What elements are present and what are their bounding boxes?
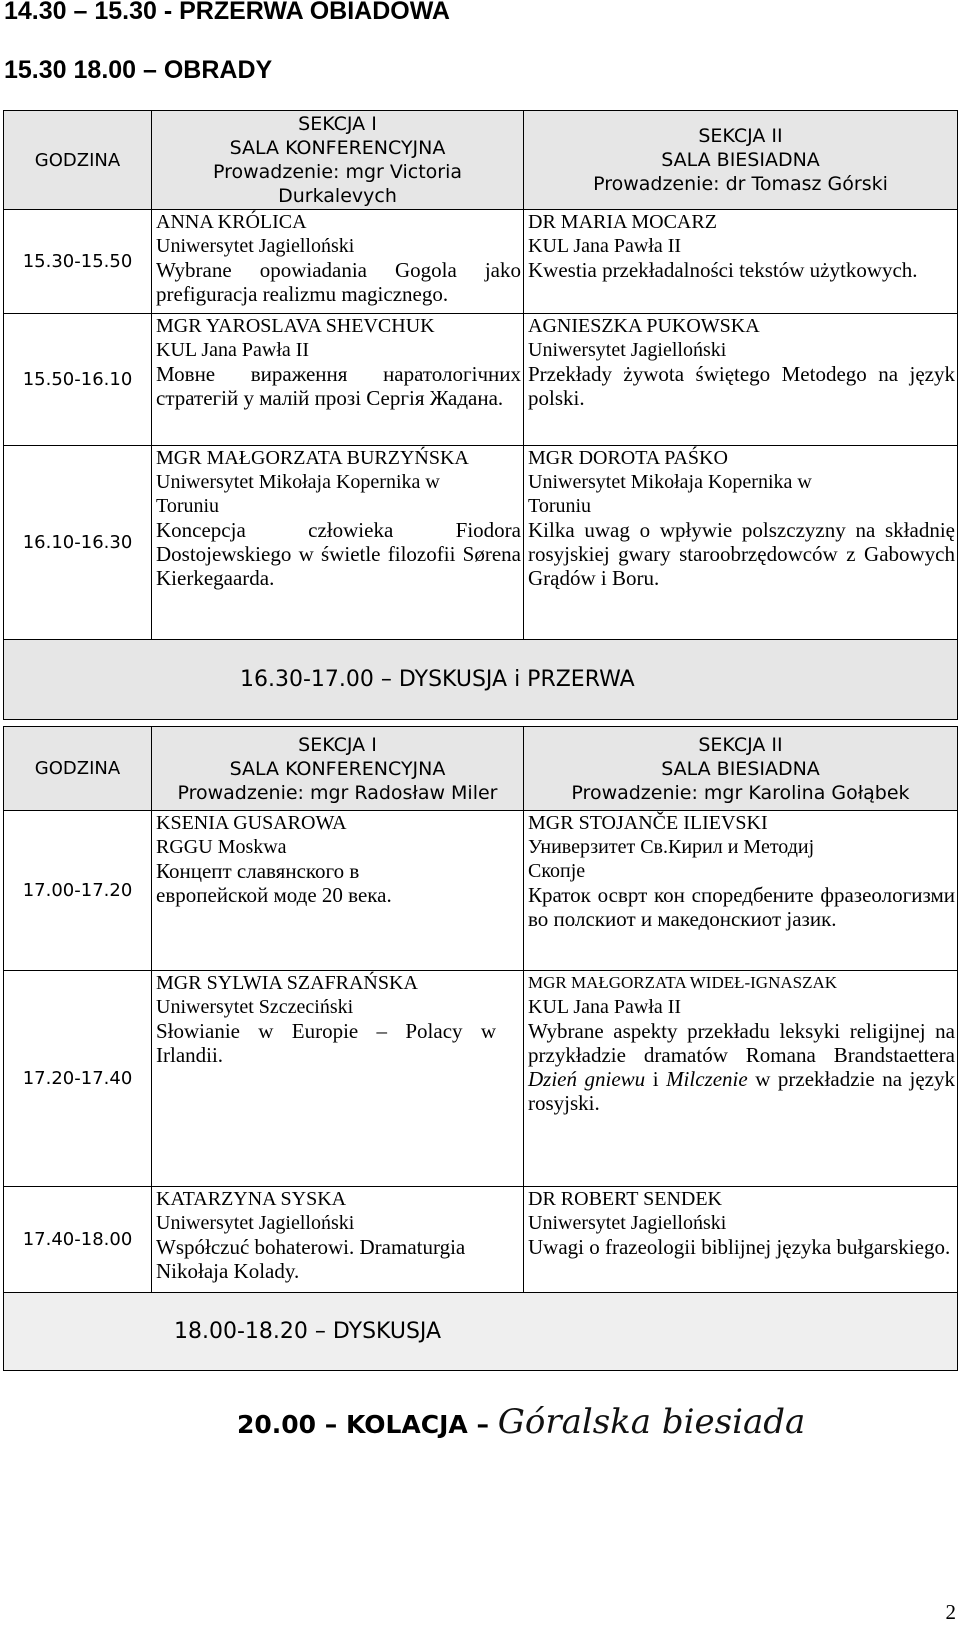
godzina-header: GODZINA bbox=[4, 727, 152, 811]
speaker-affiliation: KUL Jana Pawła II bbox=[156, 339, 310, 361]
speaker-name: KSENIA GUSAROWA bbox=[156, 812, 347, 834]
section-1-header bbox=[152, 727, 524, 811]
speaker-affiliation: RGGU Moskwa bbox=[156, 836, 287, 858]
section-chair: Prowadzenie: mgr Radosław Miler bbox=[177, 781, 498, 804]
section-chair: Prowadzenie: dr Tomasz Górski bbox=[593, 173, 888, 195]
speaker-name: AGNIESZKA PUKOWSKA bbox=[528, 315, 760, 337]
section-room: SALA KONFERENCYJNA bbox=[229, 137, 446, 159]
break-text: 16.30-17.00 – DYSKUSJA i PRZERWA bbox=[240, 667, 635, 692]
section-title: SEKCJA II bbox=[698, 733, 783, 756]
talk-title: Wybrane aspekty przekładu leksyki religijnej na przykładzie dramatów Romana Brandstaettera Dzień gniewu i Milczenie w przekładzie na język rosyjski. bbox=[528, 1019, 956, 1115]
discussion-text: 18.00-18.20 – DYSKUSJA bbox=[174, 1319, 442, 1344]
speaker-affiliation: Uniwersytet Jagielloński bbox=[156, 235, 355, 257]
speaker-affiliation: Uniwersytet Jagielloński bbox=[528, 1212, 727, 1234]
talk-cell bbox=[152, 1187, 524, 1293]
talk-cell bbox=[524, 971, 958, 1187]
section-2-header bbox=[524, 111, 958, 210]
talk-title: Краток осврт кон споредбените фразеологизми во полскиот и македонскиот јазик. bbox=[528, 883, 955, 931]
speaker-affiliation: KUL Jana Pawła II bbox=[528, 235, 682, 257]
section-chair: Prowadzenie: mgr Karolina Gołąbek bbox=[571, 781, 910, 804]
talk-cell bbox=[152, 210, 524, 314]
talk-cell bbox=[524, 314, 958, 446]
speaker-name: MGR YAROSLAVA SHEVCHUK bbox=[156, 315, 435, 337]
time-cell: 15.30-15.50 bbox=[4, 210, 152, 314]
time-cell: 17.00-17.20 bbox=[4, 811, 152, 971]
talk-cell bbox=[524, 210, 958, 314]
talk-title: Концепт славянского в европейской моде 20 века. bbox=[156, 859, 392, 907]
talk-title: Współczuć bohaterowi. Dramaturgia Nikołaja Kolady. bbox=[156, 1235, 466, 1283]
talk-cell bbox=[152, 314, 524, 446]
speaker-name: MGR DOROTA PAŚKO bbox=[528, 447, 728, 469]
section-room: SALA BIESIADNA bbox=[661, 757, 820, 780]
speaker-name: MGR STOJANČE ILIEVSKI bbox=[528, 812, 768, 834]
talk-cell bbox=[152, 971, 524, 1187]
speaker-name: KATARZYNA SYSKA bbox=[156, 1188, 347, 1210]
time-cell: 17.20-17.40 bbox=[4, 971, 152, 1187]
talk-cell bbox=[152, 446, 524, 640]
section-chair: Prowadzenie: mgr Victoria Durkalevych bbox=[212, 161, 463, 207]
dinner-time: 20.00 bbox=[237, 1410, 317, 1439]
heading-lunch: 14.30 – 15.30 - PRZERWA OBIADOWA bbox=[4, 0, 450, 25]
talk-title: Uwagi o frazeologii biblijnej języka bułgarskiego. bbox=[528, 1235, 951, 1259]
talk-title: Koncepcja człowieka Fiodora Dostojewskiego w świetle filozofii Sørena Kierkegaarda. bbox=[156, 518, 521, 590]
speaker-affiliation: Универзитет Св.Кирил и Методиј bbox=[528, 836, 815, 858]
time-cell: 15.50-16.10 bbox=[4, 314, 152, 446]
speaker-affiliation: Uniwersytet Jagielloński bbox=[528, 339, 727, 361]
section-2-header bbox=[524, 727, 958, 811]
speaker-affiliation: Uniwersytet Mikołaja Kopernika w bbox=[156, 471, 440, 493]
speaker-affiliation: Uniwersytet Szczeciński bbox=[156, 996, 354, 1018]
talk-cell bbox=[524, 446, 958, 640]
speaker-name: DR ROBERT SENDEK bbox=[528, 1188, 723, 1210]
page-number: 2 bbox=[945, 1600, 956, 1624]
time-cell: 17.40-18.00 bbox=[4, 1187, 152, 1293]
talk-title: Słowianie w Europie – Polacy w Irlandii. bbox=[156, 1019, 496, 1067]
speaker-affiliation: Uniwersytet Mikołaja Kopernika w bbox=[528, 471, 812, 493]
godzina-header: GODZINA bbox=[4, 111, 152, 210]
speaker-name: MGR MAŁGORZATA BURZYŃSKA bbox=[156, 447, 469, 469]
talk-cell bbox=[152, 811, 524, 971]
talk-title: Kwestia przekładalności tekstów użytkowych. bbox=[528, 258, 918, 282]
section-title: SEKCJA I bbox=[298, 113, 377, 135]
speaker-affiliation-city: Toruniu bbox=[156, 495, 220, 517]
break-band bbox=[4, 640, 958, 720]
heading-sessions: 15.30 18.00 – OBRADY bbox=[4, 56, 273, 84]
section-title: SEKCJA I bbox=[298, 733, 377, 756]
speaker-affiliation-city: Скопје bbox=[528, 860, 586, 882]
discussion-band bbox=[4, 1293, 958, 1371]
schedule-table-2 bbox=[3, 726, 958, 1371]
speaker-name: MGR SYLWIA SZAFRAŃSKA bbox=[156, 972, 418, 994]
talk-title: Przekłady żywota świętego Metodego na język polski. bbox=[528, 362, 955, 410]
talk-title: Kilka uwag o wpływie polszczyzny na składnię rosyjskiej gwary staroobrzędowców z Gabowych Grądów i Boru. bbox=[528, 518, 955, 590]
dinner-event: Góralska biesiada bbox=[497, 1402, 806, 1442]
section-1-header bbox=[152, 111, 524, 210]
speaker-name: ANNA KRÓLICA bbox=[156, 211, 307, 233]
speaker-name: DR MARIA MOCARZ bbox=[528, 211, 717, 233]
time-cell: 16.10-16.30 bbox=[4, 446, 152, 640]
section-room: SALA BIESIADNA bbox=[661, 149, 820, 171]
speaker-affiliation: KUL Jana Pawła II bbox=[528, 996, 682, 1018]
talk-cell bbox=[524, 1187, 958, 1293]
speaker-name: MGR MAŁGORZATA WIDEŁ-IGNASZAK bbox=[528, 973, 838, 992]
schedule-table-1 bbox=[3, 110, 958, 720]
dinner-line bbox=[237, 1402, 805, 1442]
speaker-affiliation-city: Toruniu bbox=[528, 495, 592, 517]
section-room: SALA KONFERENCYJNA bbox=[229, 757, 446, 780]
speaker-affiliation: Uniwersytet Jagielloński bbox=[156, 1212, 355, 1234]
talk-cell bbox=[524, 811, 958, 971]
dinner-label: – KOLACJA – bbox=[324, 1410, 489, 1439]
talk-title: Wybrane opowiadania Gogola jako prefiguracja realizmu magicznego. bbox=[156, 258, 521, 306]
section-title: SEKCJA II bbox=[698, 125, 783, 147]
talk-title: Мовне вираження наратологічних стратегій у малій прозі Сергія Жадана. bbox=[156, 362, 521, 410]
